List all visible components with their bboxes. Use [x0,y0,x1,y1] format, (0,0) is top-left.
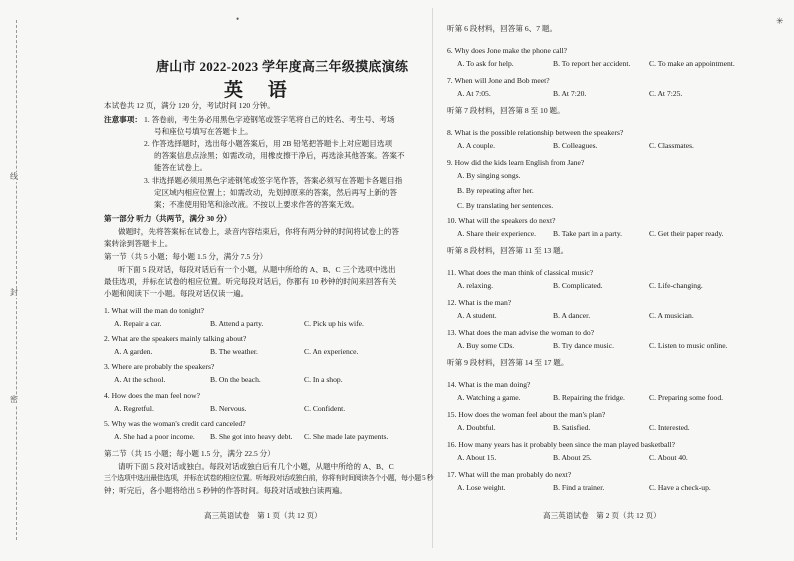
option-a: A. Lose weight. [457,483,506,492]
question: 8. What is the possible relationship between the speakers? [447,128,624,137]
note-line: 2. 作答选择题时，选出每小题答案后，用 2B 铅笔把答题卡上对应题目选项 [144,139,393,148]
option-c: C. Listen to music online. [649,341,728,350]
part1-instruction: 做题时，先将答案标在试卷上，录音内容结束后，你将有两分钟的时间将试卷上的答 [118,227,399,236]
option-a: A. At 7:05. [457,89,491,98]
section1-instruction: 听下面 5 段对话，每段对话后有一个小题，从题中所给的 A、B、C 三个选项中选出 [118,265,396,274]
option-c: C. Preparing some food. [649,393,724,402]
option-c: C. Classmates. [649,141,694,150]
question: 17. What will the man probably do next? [447,470,572,479]
part1-heading: 第一部分 听力（共两节，满分 30 分） [104,214,232,223]
option-c: C. To make an appointment. [649,59,735,68]
question: 16. How many years has it probably been since the man played basketball? [447,440,675,449]
section2-heading: 第二节（共 15 小题；每小题 1.5 分，满分 22.5 分） [104,449,275,458]
binding-char: 线 [10,172,18,181]
option-b: B. Repairing the fridge. [553,393,625,402]
exam-title: 唐山市 2022-2023 学年度高三年级摸底演练 [156,59,409,74]
option-c: C. She made late payments. [304,432,389,441]
question: 7. When will Jone and Bob meet? [447,76,550,85]
section2-instruction: 三个选项中选出最佳选项，并标在试卷的相应位置。听每段对话或独白前，你将有时间阅读各个小题，每小题 5 秒 [104,474,434,482]
option-a: A. Regretful. [114,404,154,413]
option-b: B. The weather. [210,347,258,356]
part1-instruction: 案转涂到答题卡上。 [104,239,173,248]
option-a: A. Doubtful. [457,423,496,432]
option-a: A. At the school. [114,375,166,384]
note-line: 1. 答卷前，考生务必用黑色字迹钢笔或签字笔将自己的姓名、考生号、考场 [144,115,395,124]
question: 13. What does the man advise the woman to do? [447,328,595,337]
option-c: C. Life-changing. [649,281,703,290]
option-c: C. Have a check-up. [649,483,711,492]
binding-char: 密 [10,395,18,404]
page-footer: 高三英语试卷 第 2 页（共 12 页） [543,511,661,520]
option-a: A. By singing songs. [457,171,521,180]
section1-instruction: 小题和阅读下一小题。每段对话仅读一遍。 [104,289,249,298]
section2-instruction: 钟；听完后，各小题将给出 5 秒钟的作答时间。每段对话或独白读两遍。 [104,486,347,495]
section-heading: 听第 8 段材料，回答第 11 至 13 题。 [447,246,569,255]
option-b: B. A dancer. [553,311,591,320]
option-c: C. An experience. [304,347,359,356]
binding-char: 封 [10,288,18,297]
question: 10. What will the speakers do next? [447,216,556,225]
binding-line [16,20,17,540]
option-b: B. About 25. [553,453,592,462]
section-heading: 听第 6 段材料，回答第 6、7 题。 [447,24,558,33]
option-a: A. relaxing. [457,281,494,290]
option-b: B. Try dance music. [553,341,614,350]
option-a: A. Repair a car. [114,319,162,328]
option-a: A. About 15. [457,453,497,462]
option-c: C. A musician. [649,311,694,320]
scan-mark-icon: ✳ [776,16,784,26]
question: 5. Why was the woman's credit card canceled? [104,419,246,428]
option-b: B. By repeating after her. [457,186,534,195]
question: 14. What is the man doing? [447,380,531,389]
option-c: C. By translating her sentences. [457,201,554,210]
option-a: A. Buy some CDs. [457,341,515,350]
option-b: B. To report her accident. [553,59,631,68]
note-line: 能答在试卷上。 [154,163,208,172]
option-b: B. Find a trainer. [553,483,605,492]
option-a: A. Share their experience. [457,229,537,238]
exam-intro: 本试卷共 12 页，满分 120 分，考试时间 120 分钟。 [104,101,275,110]
note-line: 案；不准使用铅笔和涂改液。不按以上要求作答的答案无效。 [154,200,360,209]
question: 3. Where are probably the speakers? [104,362,215,371]
option-b: B. Nervous. [210,404,247,413]
note-line: 定区域内相应位置上；如需改动，先划掉原来的答案，然后再写上新的答 [154,188,397,197]
note-line: 的答案信息点涂黑；如需改动，用橡皮擦干净后，再选涂其他答案。答案不 [154,151,405,160]
section2-instruction: 请听下面 5 段对话或独白。每段对话或独白后有几个小题，从题中所给的 A、B、C [118,462,394,471]
option-a: A. A garden. [114,347,153,356]
page-fold [432,8,433,548]
option-b: B. Take part in a party. [553,229,623,238]
exam-subject: 英 语 [224,80,297,101]
section-heading: 听第 9 段材料，回答第 14 至 17 题。 [447,358,569,367]
option-c: C. Confident. [304,404,346,413]
question: 15. How does the woman feel about the man's plan? [447,410,606,419]
question: 12. What is the man? [447,298,512,307]
option-a: A. A couple. [457,141,495,150]
option-a: A. To ask for help. [457,59,514,68]
question: 1. What will the man do tonight? [104,306,205,315]
section-heading: 听第 7 段材料，回答第 8 至 10 题。 [447,106,565,115]
question: 4. How does the man feel now? [104,391,200,400]
option-b: B. Complicated. [553,281,603,290]
scan-mark-icon: • [236,14,240,24]
option-c: C. About 40. [649,453,688,462]
option-c: C. In a shop. [304,375,343,384]
option-c: C. Get their paper ready. [649,229,724,238]
option-b: B. She got into heavy debt. [210,432,293,441]
option-a: A. Watching a game. [457,393,521,402]
option-c: C. At 7:25. [649,89,683,98]
option-b: B. Colleagues. [553,141,598,150]
option-b: B. Satisfied. [553,423,591,432]
notes-label: 注意事项： [104,115,142,124]
section1-instruction: 最佳选项，并标在试卷的相应位置。听完每段对话后，你都有 10 秒钟的时间来回答有关 [104,277,397,286]
question: 2. What are the speakers mainly talking about? [104,334,247,343]
note-line: 号和座位号填写在答题卡上。 [154,127,253,136]
option-a: A. She had a poor income. [114,432,195,441]
option-c: C. Interested. [649,423,690,432]
option-b: B. Attend a party. [210,319,264,328]
question: 6. Why does Jone make the phone call? [447,46,568,55]
option-c: C. Pick up his wife. [304,319,364,328]
page-footer: 高三英语试卷 第 1 页（共 12 页） [204,511,322,520]
question: 11. What does the man think of classical music? [447,268,594,277]
note-line: 3. 非选择题必须用黑色字迹钢笔或签字笔作答，答案必须写在答题卡各题目指 [144,176,403,185]
option-b: B. On the beach. [210,375,261,384]
option-a: A. A student. [457,311,497,320]
option-b: B. At 7:20. [553,89,587,98]
question: 9. How did the kids learn English from Jane? [447,158,585,167]
section1-heading: 第一节（共 5 小题；每小题 1.5 分，满分 7.5 分） [104,252,268,261]
